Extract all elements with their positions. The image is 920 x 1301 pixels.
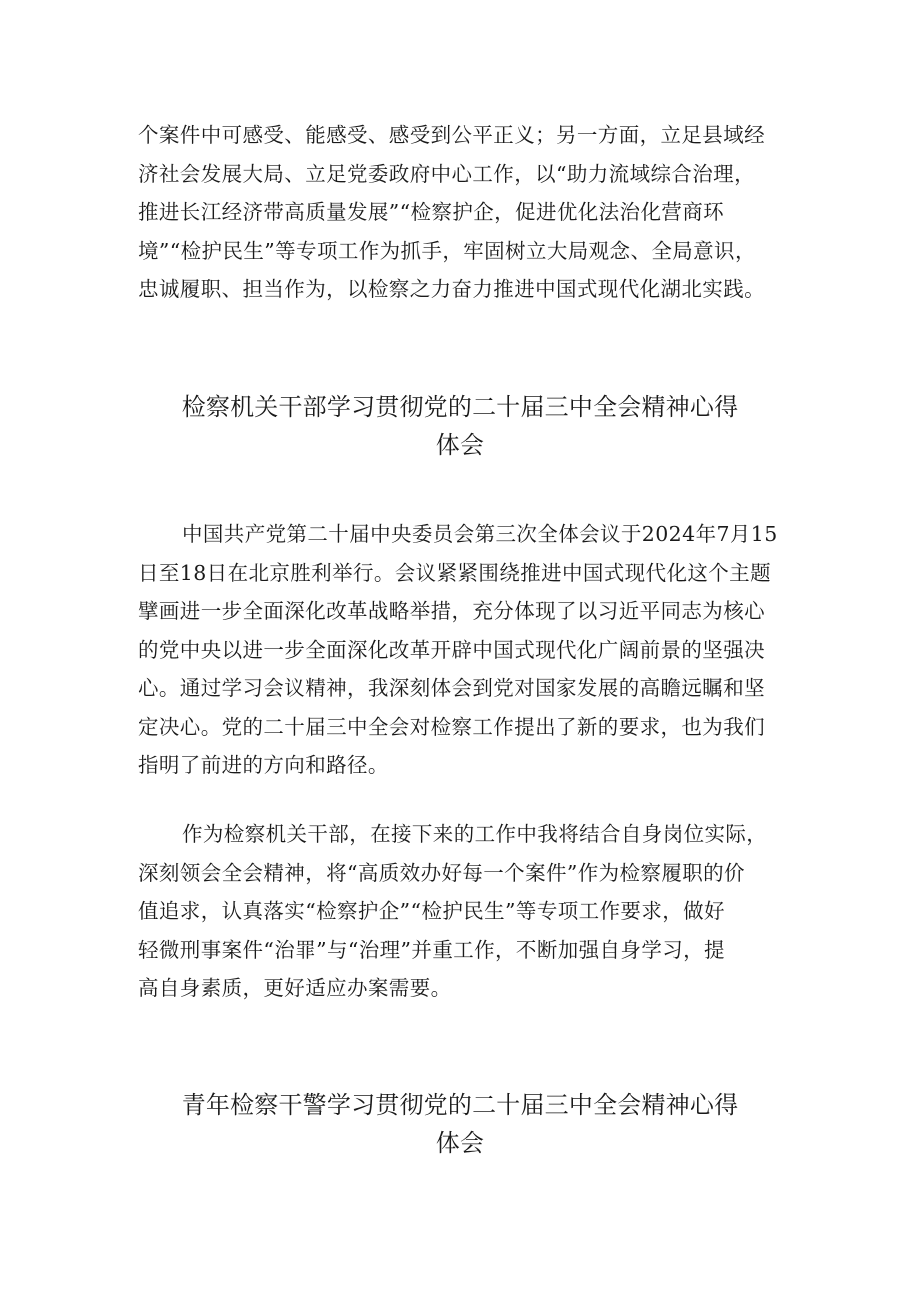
text-line: 日至18日在北京胜利举行。会议紧紧围绕推进中国式现代化这个主题 — [138, 560, 771, 585]
text-line: 中国共产党第二十届中央委员会第三次全体会议于2024年7月15 — [182, 522, 778, 546]
section1-paragraph-1 — [138, 515, 790, 785]
text-line: 作为检察机关干部，在接下来的工作中我将结合自身岗位实际， — [182, 822, 768, 846]
text-line: 高自身素质，更好适应办案需要。 — [138, 976, 452, 1000]
text-line: 擘画进一步全面深化改革战略举措，充分体现了以习近平同志为核心 — [138, 599, 765, 623]
section-title-young-prosecutors — [0, 1086, 920, 1162]
title-line: 体会 — [435, 1129, 485, 1157]
text-line: 的党中央以进一步全面深化改革开辟中国式现代化广阔前景的坚强决 — [138, 637, 765, 662]
text-line: 心。通过学习会议精神，我深刻体会到党对国家发展的高瞻远瞩和坚 — [138, 676, 765, 700]
title-line: 青年检察干警学习贯彻党的二十届三中全会精神心得 — [181, 1091, 739, 1119]
intro-paragraph — [138, 116, 790, 309]
text-line: 个案件中可感受、能感受、感受到公平正义；另一方面，立足县域经 — [138, 123, 765, 147]
text-line: 境”“检护民生”等专项工作为抓手，牢固树立大局观念、全局意识， — [138, 238, 756, 263]
text-line: 定决心。党的二十届三中全会对检察工作提出了新的要求，也为我们 — [138, 714, 765, 739]
text-line: 忠诚履职、担当作为，以检察之力奋力推进中国式现代化湖北实践。 — [138, 277, 765, 301]
text-line: 济社会发展大局、立足党委政府中心工作，以“助力流域综合治理， — [138, 161, 755, 186]
text-line: 深刻领会全会精神，将“高质效办好每一个案件”作为检察履职的价 — [138, 860, 745, 885]
text-line: 轻微刑事案件“治罪”与“治理”并重工作，不断加强自身学习，提 — [138, 937, 725, 962]
section-title-cadres — [0, 388, 920, 464]
text-line: 值追求，认真落实“检察护企”“检护民生”等专项工作要求，做好 — [138, 899, 725, 923]
section1-paragraph-2 — [138, 815, 790, 1008]
title-line: 体会 — [435, 431, 485, 459]
title-line: 检察机关干部学习贯彻党的二十届三中全会精神心得 — [181, 393, 739, 421]
text-line: 推进长江经济带高质量发展”“检察护企，促进优化法治化营商环 — [138, 200, 725, 224]
text-line: 指明了前进的方向和路径。 — [138, 753, 389, 777]
